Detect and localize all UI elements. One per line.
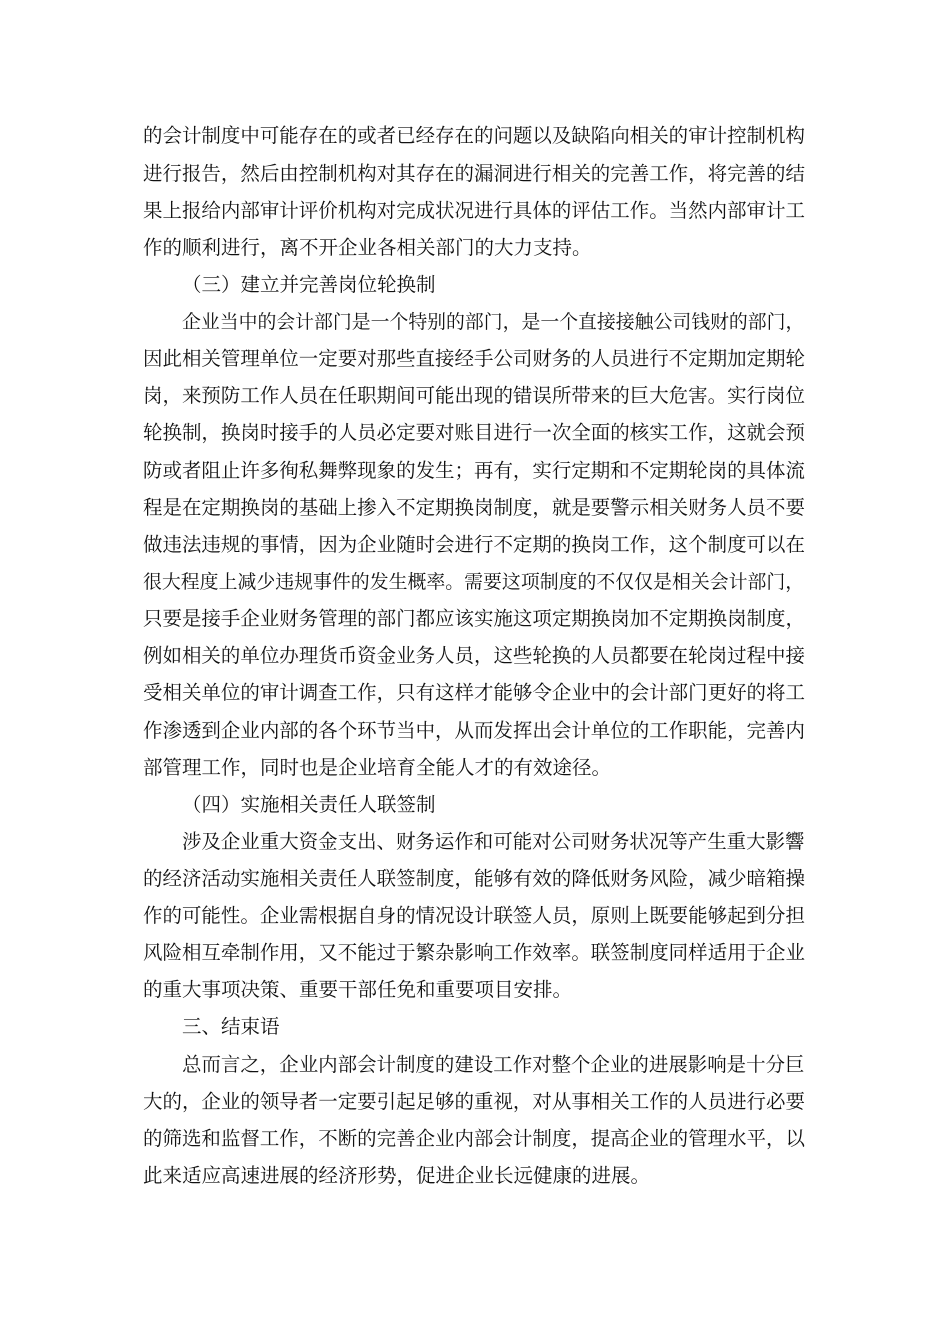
text-line: 此来适应高速进展的经济形势，促进企业长远健康的进展。 [143,1164,651,1187]
text-line: 岗，来预防工作人员在任职期间可能出现的错误所带来的巨大危害。实行岗位 [143,384,805,407]
text-line: 进行报告，然后由控制机构对其存在的漏洞进行相关的完善工作，将完善的结 [143,162,805,185]
text-line: 部管理工作，同时也是企业培育全能人才的有效途径。 [143,756,612,779]
text-line: 企业当中的会计部门是一个特别的部门，是一个直接接触公司钱财的部门， [182,311,805,333]
text-line: 的经济活动实施相关责任人联签制度，能够有效的降低财务风险，减少暗箱操 [143,867,805,890]
text-line: 总而言之，企业内部会计制度的建设工作对整个企业的进展影响是十分巨 [182,1053,805,1076]
text-line: 很大程度上减少违规事件的发生概率。需要这项制度的不仅仅是相关会计部门， [143,571,805,593]
text-line: 程是在定期换岗的基础上掺入不定期换岗制度，就是要警示相关财务人员不要 [143,496,805,519]
text-line: 大的，企业的领导者一定要引起足够的重视，对从事相关工作的人员进行必要 [143,1090,805,1113]
text-line: 防或者阻止许多徇私舞弊现象的发生；再有，实行定期和不定期轮岗的具体流 [143,459,805,482]
text-line: 轮换制，换岗时接手的人员必定要对账目进行一次全面的核实工作，这就会预 [143,421,805,444]
section-heading: （四）实施相关责任人联签制 [182,793,436,816]
section-heading: （三）建立并完善岗位轮换制 [182,273,436,296]
text-line: 果上报给内部审计评价机构对完成状况进行具体的评估工作。当然内部审计工 [143,199,805,222]
text-line: 作的顺利进行，离不开企业各相关部门的大力支持。 [143,236,592,259]
text-line: 作渗透到企业内部的各个环节当中，从而发挥出会计单位的工作职能，完善内 [143,719,805,742]
text-line: 作的可能性。企业需根据自身的情况设计联签人员，原则上既要能够起到分担 [143,904,805,927]
text-line: 做违法违规的事情，因为企业随时会进行不定期的换岗工作，这个制度可以在 [143,533,805,556]
section-heading: 三、结束语 [182,1015,280,1038]
text-line: 只要是接手企业财务管理的部门都应该实施这项定期换岗加不定期换岗制度， [143,607,805,630]
text-line: 风险相互牵制作用，又不能过于繁杂影响工作效率。联签制度同样适用于企业 [143,941,805,964]
text-line: 的会计制度中可能存在的或者已经存在的问题以及缺陷向相关的审计控制机构 [143,124,805,147]
text-line: 受相关单位的审计调查工作，只有这样才能够令企业中的会计部门更好的将工 [143,681,805,704]
text-line: 涉及企业重大资金支出、财务运作和可能对公司财务状况等产生重大影響 [182,830,805,853]
text-line: 的筛选和监督工作，不断的完善企业内部会计制度，提高企业的管理水平，以 [143,1127,805,1150]
text-line: 因此相关管理单位一定要对那些直接经手公司财务的人员进行不定期加定期轮 [143,347,805,370]
text-line: 的重大事项决策、重要干部任免和重要项目安排。 [143,978,573,1001]
text-line: 例如相关的单位办理货币资金业务人员，这些轮换的人员都要在轮岗过程中接 [143,644,805,667]
